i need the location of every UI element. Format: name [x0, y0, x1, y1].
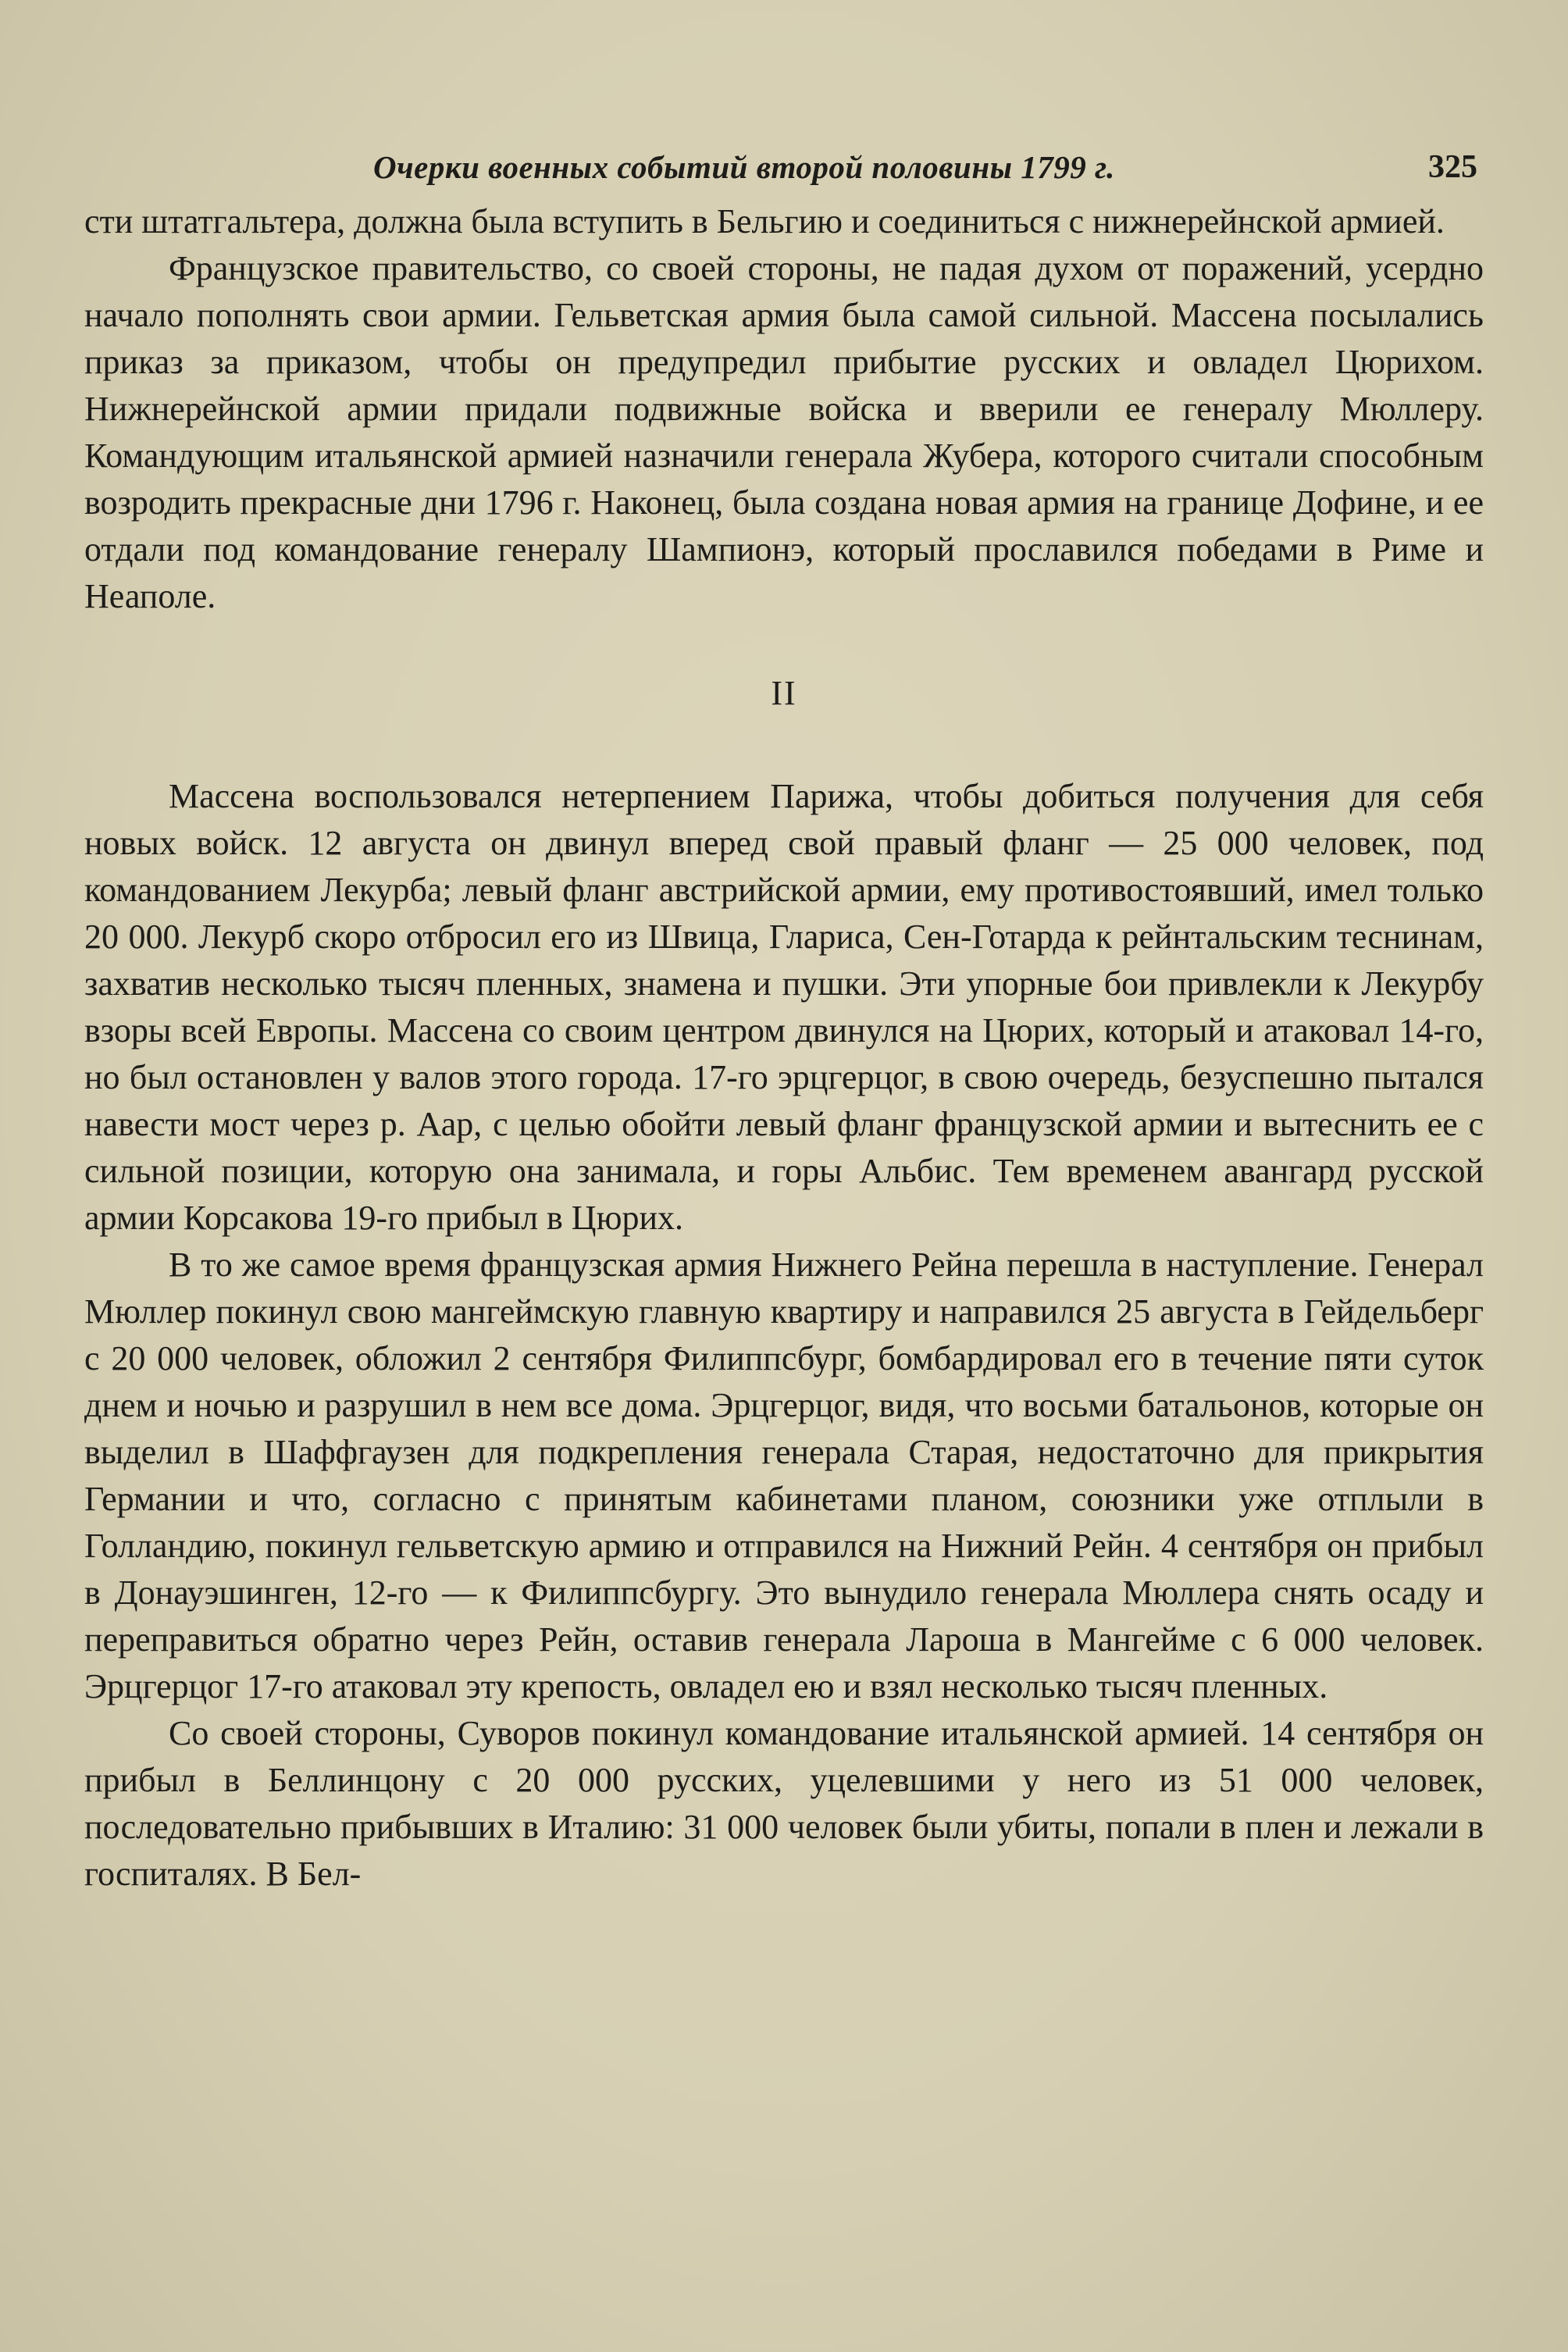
page-number: 325: [1428, 149, 1477, 185]
paragraph: Массена воспользовался нетерпением Парижа, чтобы добиться получения для себя новых войск. 12 августа он двинул вперед свой правый фланг — 25 000 человек, под командованием Лекурба; левый фланг австрийской армии, ему противостоявший, имел только 20 000. Лекурб скоро отбросил его из Швица, Глариса, Сен-Готарда к рейнтальским теснинам, захватив несколько тысяч пленных, знамена и пушки. Эти упорные бои привлекли к Лекурбу взоры всей Европы. Массена со своим центром двинулся на Цюрих, который и атаковал 14-го, но был остановлен у валов этого города. 17-го эрцгерцог, в свою очередь, безуспешно пытался навести мост через р. Аар, с целью обойти левый фланг французской армии и вытеснить ее с сильной позиции, которую она занимала, и горы Альбис. Тем временем авангард русской армии Корсакова 19-го прибыл в Цюрих.: [84, 777, 1484, 1237]
paragraph: Со своей стороны, Суворов покинул командование итальянской армией. 14 сентября он прибыл в Беллинцону с 20 000 русских, уцелевшими у него из 51 000 человек, последовательно прибывших в Италию: 31 000 человек были убиты, попали в плен и лежали в госпиталях. В Бел-: [84, 1714, 1484, 1893]
paragraph: сти штатгальтера, должна была вступить в Бельгию и соединиться с нижнерейнской армией.: [84, 202, 1445, 241]
section-number: II: [771, 674, 797, 712]
paragraph: В то же самое время французская армия Нижнего Рейна перешла в наступление. Генерал Мюллер покинул свою мангеймскую главную квартиру и направился 25 августа в Гейдельберг с 20 000 человек, обложил 2 сентября Филиппсбург, бомбардировал его в течение пяти суток днем и ночью и разрушил в нем все дома. Эрцгерцог, видя, что восьми батальонов, которые он выделил в Шаффгаузен для подкрепления генерала Старая, недостаточно для прикрытия Германии и что, согласно с принятым кабинетами планом, союзники уже отплыли в Голландию, покинул гельветскую армию и отправился на Нижний Рейн. 4 сентября он прибыл в Донауэшинген, 12-го — к Филиппсбургу. Это вынудило генерала Мюллера снять осаду и переправиться обратно через Рейн, оставив генерала Лароша в Мангейме с 6 000 человек. Эрцгерцог 17-го атаковал эту крепость, овладел ею и взял несколько тысяч пленных.: [84, 1245, 1484, 1705]
paragraph: Французское правительство, со своей стороны, не падая духом от поражений, усердно начало пополнять свои армии. Гельветская армия была самой сильной. Массена посылались приказ за приказом, чтобы он предупредил прибытие русских и овладел Цюрихом. Нижнерейнской армии придали подвижные войска и вверили ее генералу Мюллеру. Командующим итальянской армией назначили генерала Жубера, которого считали способным возродить прекрасные дни 1796 г. Наконец, была создана новая армия на границе Дофине, и ее отдали под командование генералу Шампионэ, который прославился победами в Риме и Неаполе.: [84, 249, 1484, 615]
running-head: [287, 148, 1484, 198]
running-title: Очерки военных событий второй половины 1799 г.: [373, 149, 1115, 185]
body-text: [84, 198, 1484, 1898]
